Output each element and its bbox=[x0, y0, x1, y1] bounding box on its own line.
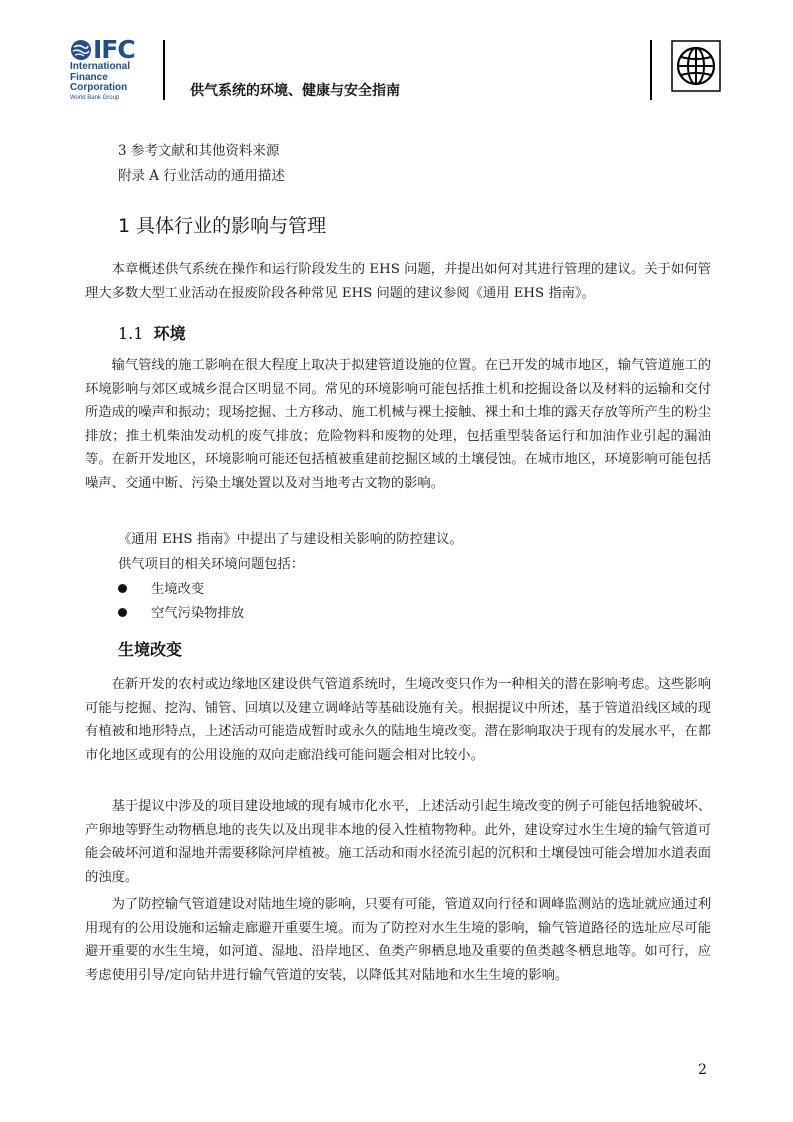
habitat-paragraph-1: 在新开发的农村或边缘地区建设供气管道系统时，生境改变只作为一种相关的潜在影响考虑。这些影响可能与挖掘、挖沟、铺管、回填以及建立调峰站等基础设施有关。根据提议中所述，基于管道沿线区域的现有植被和地形特点，上述活动可能造成暂时或永久的陆地生境改变。潜在影响取决于现有的发展水平，在都市化地区或现有的公用设施的双向走廊沿线可能问题会相对比较小。 bbox=[85, 677, 711, 763]
environment-paragraph: 输气管线的施工影响在很大程度上取决于拟建管道设施的位置。在已开发的城市地区，输气管道施工的环境影响与郊区或城乡混合区明显不同。常见的环境影响可能包括推土机和挖掘设备以及材料的运输和交付所造成的噪声和振动；现场挖掘、土方移动、施工机械与裸土接触、裸土和土堆的露天存放等所产生的粉尘排放；推土机柴油发动机的废气排放；危险物料和废物的处理，包括重型装备运行和加油作业引起的漏油等。在新开发地区，环境影响可能还包括植被重建前挖掘区域的土壤侵蚀。在城市地区，环境影响可能包括噪声、交通中断、污染土壤处置以及对当地考古文物的影响。 bbox=[85, 358, 711, 491]
ifc-group-label: World Bank Group bbox=[70, 94, 120, 101]
list-item bbox=[118, 578, 204, 597]
header-divider-right bbox=[650, 40, 652, 100]
page-header bbox=[0, 0, 793, 110]
section-1-1-heading bbox=[118, 321, 186, 344]
ifc-line-1: International bbox=[70, 61, 131, 72]
habitat-paragraph-3: 为了防控输气管道建设对陆地生境的影响，只要有可能，管道双向行径和调峰监测站的选址就应通过利用现有的公用设施和运输走廊避开重要生境。而为了防控对水生生境的影响，输气管道路径的选址应尽可能避开重要的水生生境，如河道、湿地、沿岸地区、鱼类产卵栖息地及重要的鱼类越冬栖息地等。如可行，应考虑使用引导/定向钻井进行输气管道的安装，以降低其对陆地和水生生境的影响。 bbox=[85, 897, 711, 983]
bullet-icon bbox=[118, 584, 127, 593]
bullet-icon bbox=[118, 608, 127, 617]
world-bank-logo-icon bbox=[671, 40, 721, 92]
ifc-line-3: Corporation bbox=[70, 82, 128, 93]
section-1-1-title: 环境 bbox=[153, 324, 186, 343]
environment-list-intro: 供气项目的相关环境问题包括： bbox=[118, 557, 305, 572]
section-1-1-number: 1.1 bbox=[118, 324, 144, 343]
list-item bbox=[118, 602, 244, 621]
toc-entry-appendix-a: 附录 A 行业活动的通用描述 bbox=[118, 168, 285, 184]
habitat-paragraph-2: 基于提议中涉及的项目建设地域的现有城市化水平，上述活动引起生境改变的例子可能包括地貌破坏、产卵地等野生动物栖息地的丧失以及出现非本地的侵入性植物物种。此外，建设穿过水生生境的输气管道可能会破坏河道和湿地并需要移除河岸植被。施工活动和雨水径流引起的沉积和土壤侵蚀可能会增加水道表面的浊度。 bbox=[85, 799, 711, 885]
ifc-line-2: Finance bbox=[70, 71, 108, 83]
list-item-label: 空气污染物排放 bbox=[151, 606, 245, 621]
ifc-logo bbox=[70, 35, 150, 108]
section-1-intro: 本章概述供气系统在操作和运行阶段发生的 EHS 问题，并提出如何对其进行管理的建议。关于如何管理大多数大型工业活动在报废阶段各种常见 EHS 问题的建议参阅《通用 EHS 指南》。 bbox=[85, 262, 711, 301]
ehs-guide-reference: 《通用 EHS 指南》中提出了与建设相关影响的防控建议。 bbox=[118, 532, 463, 547]
section-1-heading: 1 具体行业的影响与管理 bbox=[118, 215, 327, 237]
ifc-globe-icon bbox=[70, 39, 92, 61]
header-divider-left bbox=[163, 40, 165, 100]
header-title: 供气系统的环境、健康与安全指南 bbox=[190, 83, 400, 99]
toc-entry-references: 3 参考文献和其他资料来源 bbox=[118, 143, 280, 159]
list-item-label: 生境改变 bbox=[151, 582, 205, 597]
page-number: 2 bbox=[698, 1062, 707, 1078]
ifc-logo-mark bbox=[70, 35, 150, 64]
habitat-heading: 生境改变 bbox=[118, 640, 183, 659]
ifc-letters: IFC bbox=[93, 35, 135, 64]
